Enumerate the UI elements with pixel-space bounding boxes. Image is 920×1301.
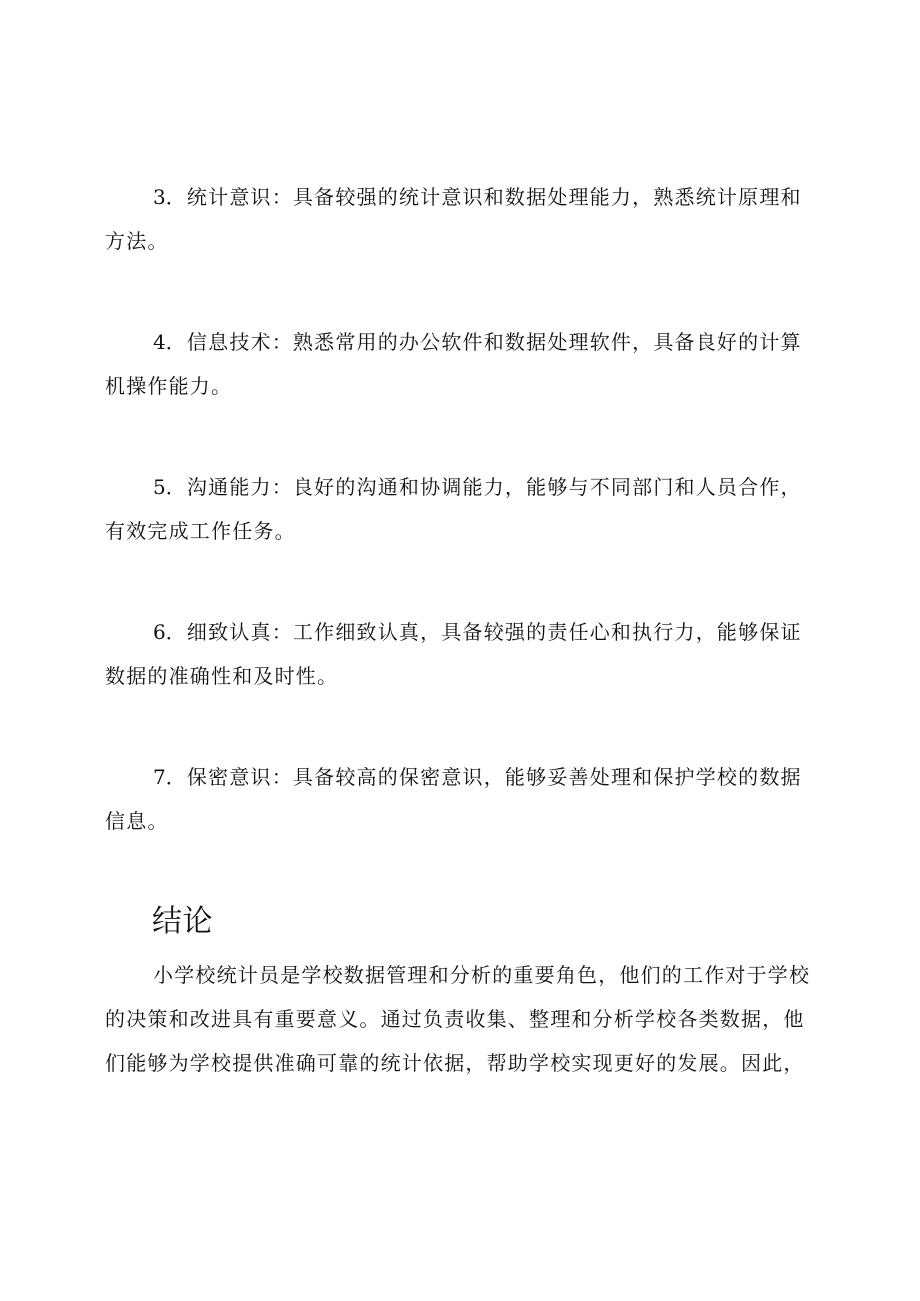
item-text: ．细致认真：工作细致认真，具备较强的责任心和执行力，能够保证数据的准确性和及时性。 (105, 620, 802, 688)
requirement-item-4 (105, 320, 820, 408)
item-number: 5 (153, 475, 166, 499)
requirement-item-6 (105, 610, 820, 698)
item-number: 7 (153, 765, 166, 789)
item-text: ．沟通能力：良好的沟通和协调能力，能够与不同部门和人员合作，有效完成工作任务。 (105, 475, 802, 543)
requirement-item-5 (105, 465, 820, 553)
item-number: 3 (153, 185, 166, 209)
requirement-item-7 (105, 755, 820, 843)
item-text: ．保密意识：具备较高的保密意识，能够妥善处理和保护学校的数据信息。 (105, 765, 802, 833)
item-text: ．统计意识：具备较强的统计意识和数据处理能力，熟悉统计原理和方法。 (105, 185, 802, 253)
item-number: 4 (153, 330, 166, 354)
item-text: ．信息技术：熟悉常用的办公软件和数据处理软件，具备良好的计算机操作能力。 (105, 330, 802, 398)
item-number: 6 (153, 620, 166, 644)
conclusion-heading: 结论 (152, 904, 213, 939)
requirement-item-3 (105, 175, 820, 263)
conclusion-paragraph: 小学校统计员是学校数据管理和分析的重要角色，他们的工作对于学校的决策和改进具有重要意义。通过负责收集、整理和分析学校各类数据，他们能够为学校提供准确可靠的统计依据，帮助学校实现更好的发展。因此， (105, 963, 811, 1075)
